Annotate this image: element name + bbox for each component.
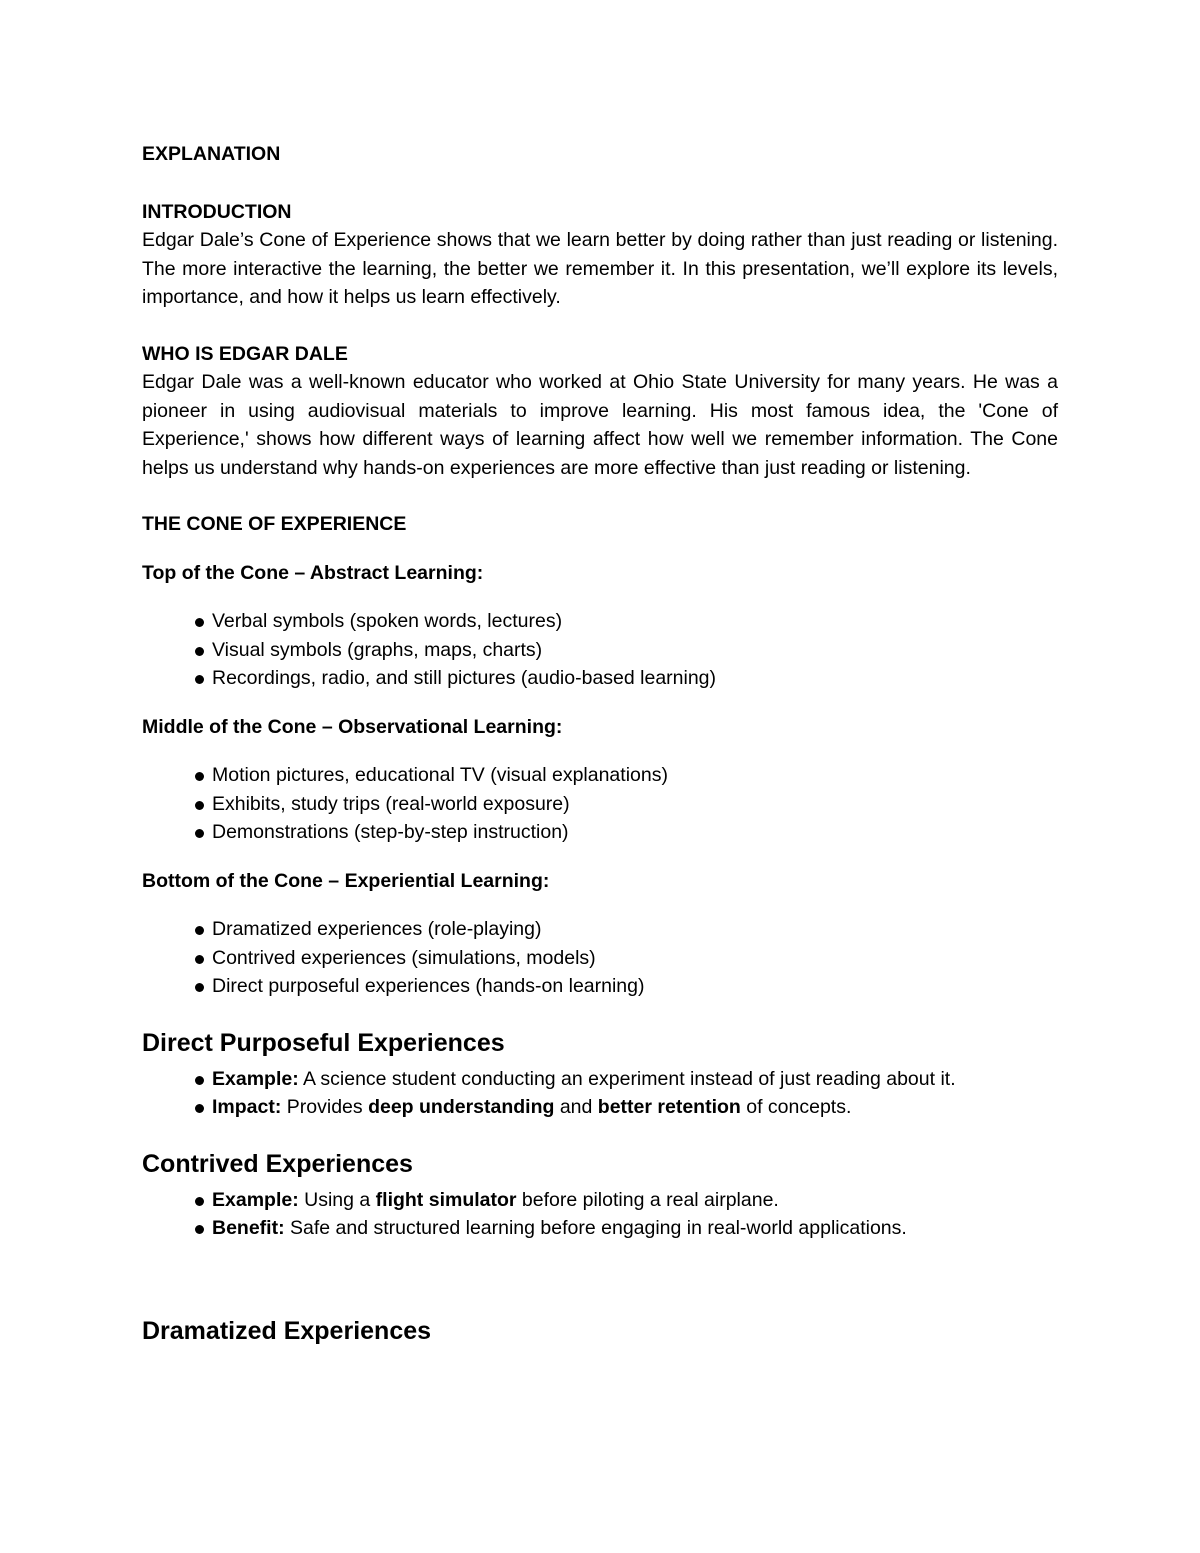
cone-bottom-list bbox=[142, 915, 1058, 1001]
example-label: Example: bbox=[212, 1067, 299, 1090]
introduction-paragraph: Edgar Dale’s Cone of Experience shows that we learn better by doing rather than just reading or listening. The more interactive the learning, the better we remember it. In this presentation, we’ll explore its levels, importance, and how it helps us learn effectively. bbox=[142, 229, 1058, 308]
bullet-icon bbox=[195, 618, 204, 627]
list-item: Direct purposeful experiences (hands-on learning) bbox=[212, 972, 1058, 1001]
cone-top-list bbox=[142, 607, 1058, 693]
bullet-icon bbox=[195, 829, 204, 838]
bullet-icon bbox=[195, 675, 204, 684]
bullet-icon bbox=[195, 801, 204, 810]
bullet-icon bbox=[195, 983, 204, 992]
list-item: Demonstrations (step-by-step instruction) bbox=[212, 818, 1058, 847]
bullet-icon bbox=[195, 772, 204, 781]
list-item: Dramatized experiences (role-playing) bbox=[212, 915, 1058, 944]
cone-middle-list bbox=[142, 761, 1058, 847]
dramatized-experiences-heading: Dramatized Experiences bbox=[142, 1316, 432, 1345]
bullet-icon bbox=[195, 1225, 204, 1234]
who-is-heading: WHO IS EDGAR DALE bbox=[142, 342, 348, 365]
introduction-heading: INTRODUCTION bbox=[142, 200, 292, 223]
list-item: Example: Using a flight simulator before piloting a real airplane. bbox=[212, 1186, 1058, 1215]
bullet-icon bbox=[195, 1197, 204, 1206]
contrived-experiences-list bbox=[142, 1186, 1058, 1243]
list-item: Visual symbols (graphs, maps, charts) bbox=[212, 636, 1058, 665]
cone-bottom-title: Bottom of the Cone – Experiential Learning: bbox=[142, 869, 550, 892]
cone-top-title: Top of the Cone – Abstract Learning: bbox=[142, 561, 484, 584]
bullet-icon bbox=[195, 647, 204, 656]
cone-heading: THE CONE OF EXPERIENCE bbox=[142, 513, 407, 535]
direct-experiences-list bbox=[142, 1065, 1058, 1122]
list-item: Recordings, radio, and still pictures (audio-based learning) bbox=[212, 664, 1058, 693]
benefit-label: Benefit: bbox=[212, 1217, 285, 1239]
who-is-paragraph: Edgar Dale was a well-known educator who worked at Ohio State University for many years. He was a pioneer in using audiovisual materials to improve learning. His most famous idea, the 'Cone of Experience,' shows how different ways of learning affect how well we remember information. The Cone helps us understand why hands-on experiences are more effective than just reading or listening. bbox=[142, 371, 1058, 479]
list-item: Contrived experiences (simulations, models) bbox=[212, 944, 1058, 973]
document-page bbox=[142, 140, 1058, 1353]
list-item: Motion pictures, educational TV (visual explanations) bbox=[212, 761, 1058, 790]
list-item: Verbal symbols (spoken words, lectures) bbox=[212, 607, 1058, 636]
cone-middle-title: Middle of the Cone – Observational Learning: bbox=[142, 715, 563, 738]
list-item: Exhibits, study trips (real-world exposure) bbox=[212, 790, 1058, 819]
impact-label: Impact: bbox=[212, 1096, 282, 1118]
doc-title: EXPLANATION bbox=[142, 143, 281, 165]
bullet-icon bbox=[195, 1076, 204, 1085]
example-label: Example: bbox=[212, 1188, 299, 1211]
bullet-icon bbox=[195, 955, 204, 964]
direct-experiences-heading: Direct Purposeful Experiences bbox=[142, 1028, 505, 1057]
list-item: Example: A science student conducting an experiment instead of just reading about it. bbox=[212, 1065, 1058, 1094]
list-item: Benefit: Safe and structured learning before engaging in real-world applications. bbox=[212, 1214, 1058, 1243]
contrived-experiences-heading: Contrived Experiences bbox=[142, 1149, 413, 1178]
bullet-icon bbox=[195, 1104, 204, 1113]
bullet-icon bbox=[195, 926, 204, 935]
list-item: Impact: Provides deep understanding and better retention of concepts. bbox=[212, 1093, 1058, 1122]
